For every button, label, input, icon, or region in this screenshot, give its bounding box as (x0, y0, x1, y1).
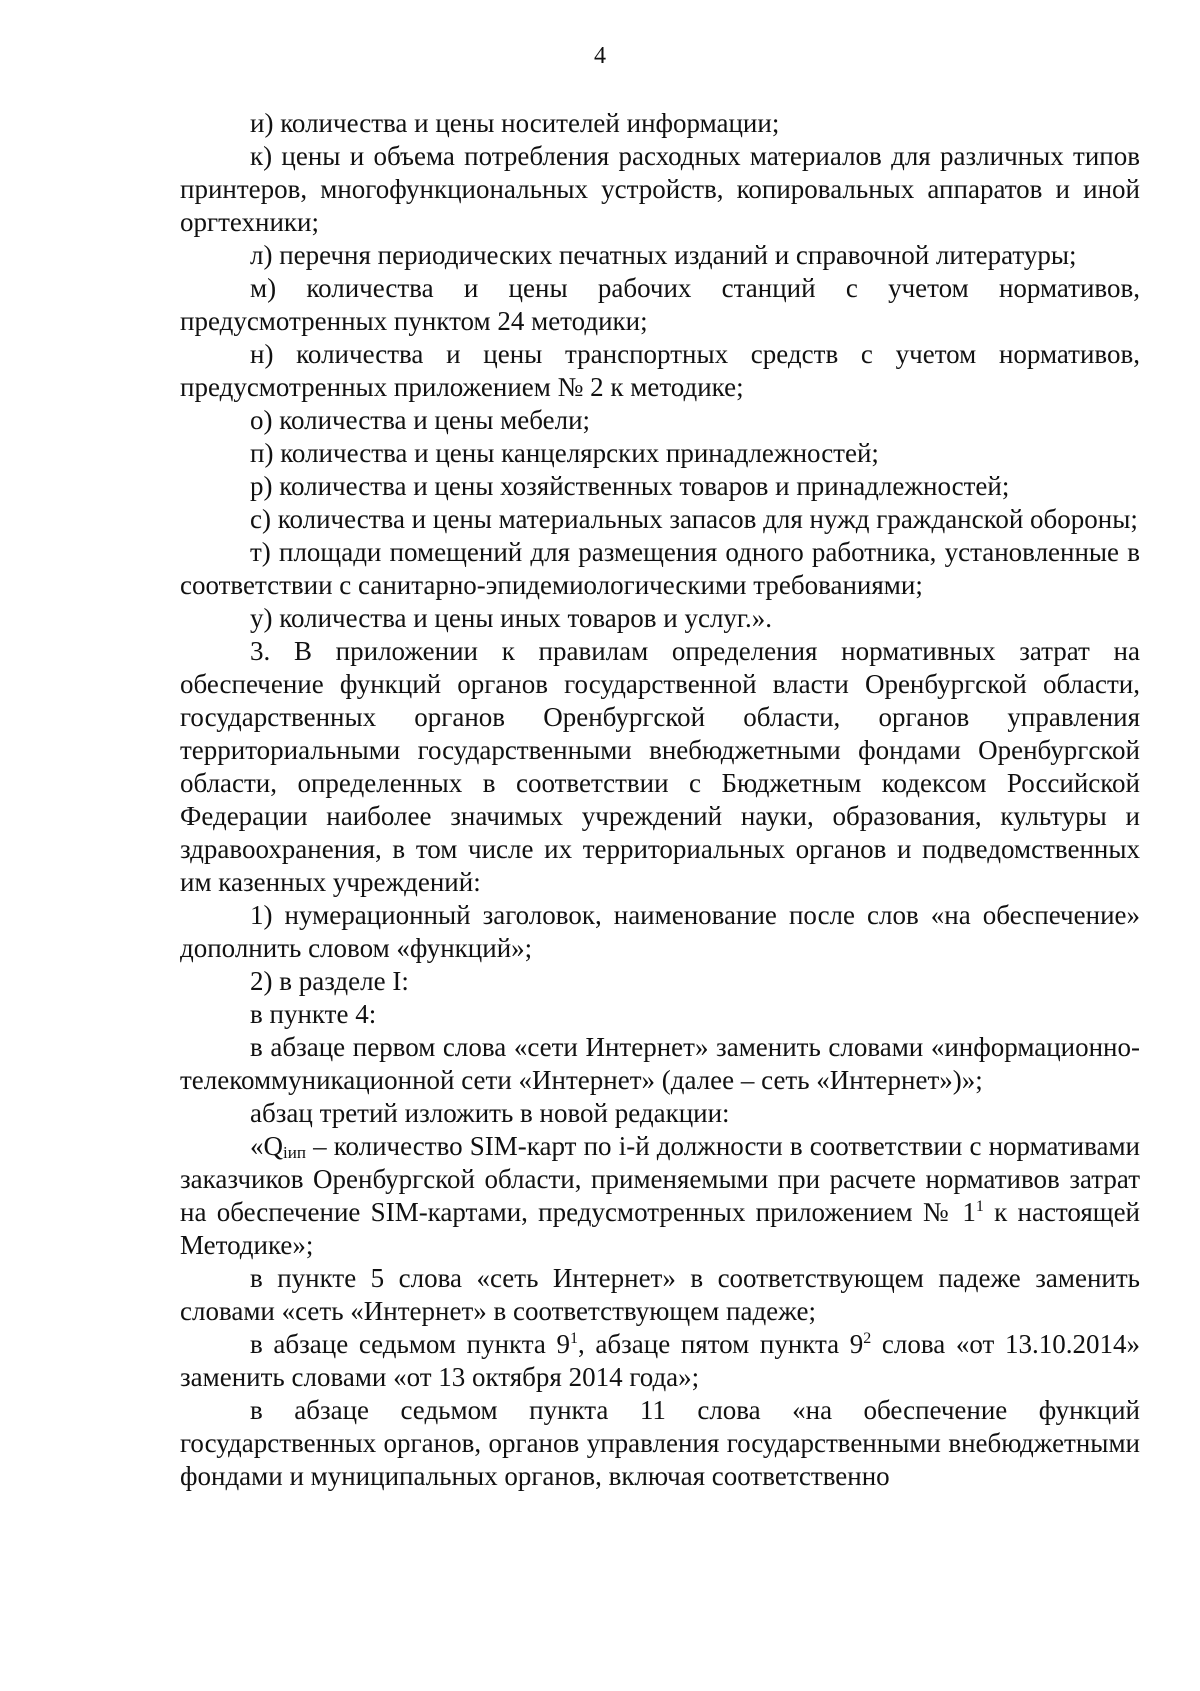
superscript: 2 (863, 1330, 872, 1347)
paragraph: л) перечня периодических печатных изданий и справочной литературы; (250, 240, 1077, 270)
paragraph: о) количества и цены мебели; (250, 405, 591, 435)
paragraph: с) количества и цены материальных запасов для нужд гражданской обороны; (250, 504, 1138, 534)
paragraph: в пункте 4: (250, 999, 377, 1029)
page-number: 4 (594, 43, 606, 69)
paragraph: в пункте 5 слова «сеть Интернет» в соответствующем падеже заменить словами «сеть «Интернет» в соответствующем падеже; (180, 1263, 1140, 1326)
paragraph: у) количества и цены иных товаров и услуг.». (250, 603, 772, 633)
subscript: iип (283, 1143, 306, 1162)
paragraph: т) площади помещений для размещения одного работника, установленные в соответствии с санитарно-эпидемиологическими требованиями; (180, 537, 1140, 600)
text-run: , абзаце пятом пункта 9 (578, 1329, 864, 1359)
paragraph: 3. В приложении к правилам определения нормативных затрат на обеспечение функций органов государственной власти Оренбургской области, государственных органов Оренбургской области, органов управления территориальными государственными внебюджетными фондами Оренбургской области, определенных в соответствии с Бюджетным кодексом Российской Федерации наиболее значимых учреждений науки, образования, культуры и здравоохранения, в том числе их территориальных органов и подведомственных им казенных учреждений: (180, 636, 1140, 897)
paragraph: п) количества и цены канцелярских принадлежностей; (250, 438, 879, 468)
paragraph: р) количества и цены хозяйственных товаров и принадлежностей; (250, 471, 1010, 501)
text-run: слова «от 13.10.2014» заменить словами «от 13 октября 2014 года»; (180, 1329, 1140, 1392)
paragraph (180, 1328, 1140, 1394)
paragraph: в абзаце седьмом пункта 11 слова «на обеспечение функций государственных органов, органов управления государственными внебюджетными фондами и муниципальных органов, включая соответственно (180, 1395, 1140, 1491)
text-run: к настоящей Методике»; (180, 1197, 1141, 1260)
superscript: 1 (975, 1198, 984, 1215)
document-body (180, 107, 1140, 1493)
superscript: 1 (570, 1330, 579, 1347)
paragraph: м) количества и цены рабочих станций с учетом нормативов, предусмотренных пунктом 24 методики; (180, 273, 1140, 336)
text-run: в абзаце седьмом пункта 9 (250, 1329, 571, 1359)
paragraph: н) количества и цены транспортных средств с учетом нормативов, предусмотренных приложением № 2 к методике; (180, 339, 1140, 402)
paragraph: 1) нумерационный заголовок, наименование после слов «на обеспечение» дополнить словом «функций»; (180, 900, 1140, 963)
text-run: «Q (250, 1131, 283, 1161)
paragraph: 2) в разделе I: (250, 966, 409, 996)
paragraph: абзац третий изложить в новой редакции: (250, 1098, 730, 1128)
paragraph: и) количества и цены носителей информации; (250, 108, 780, 138)
paragraph (180, 1130, 1140, 1262)
text-run: – количество SIM-карт по i-й должности в соответствии с нормативами заказчиков Оренбургской области, применяемыми при расчете нормативов затрат на обеспечение SIM-картами, предусмотренных приложением № 1 (180, 1131, 1140, 1227)
paragraph: в абзаце первом слова «сети Интернет» заменить словами «информационно-телекоммуникационной сети «Интернет» (далее – сеть «Интернет»)»; (180, 1032, 1140, 1095)
paragraph: к) цены и объема потребления расходных материалов для различных типов принтеров, многофункциональных устройств, копировальных аппаратов и иной оргтехники; (180, 141, 1140, 237)
